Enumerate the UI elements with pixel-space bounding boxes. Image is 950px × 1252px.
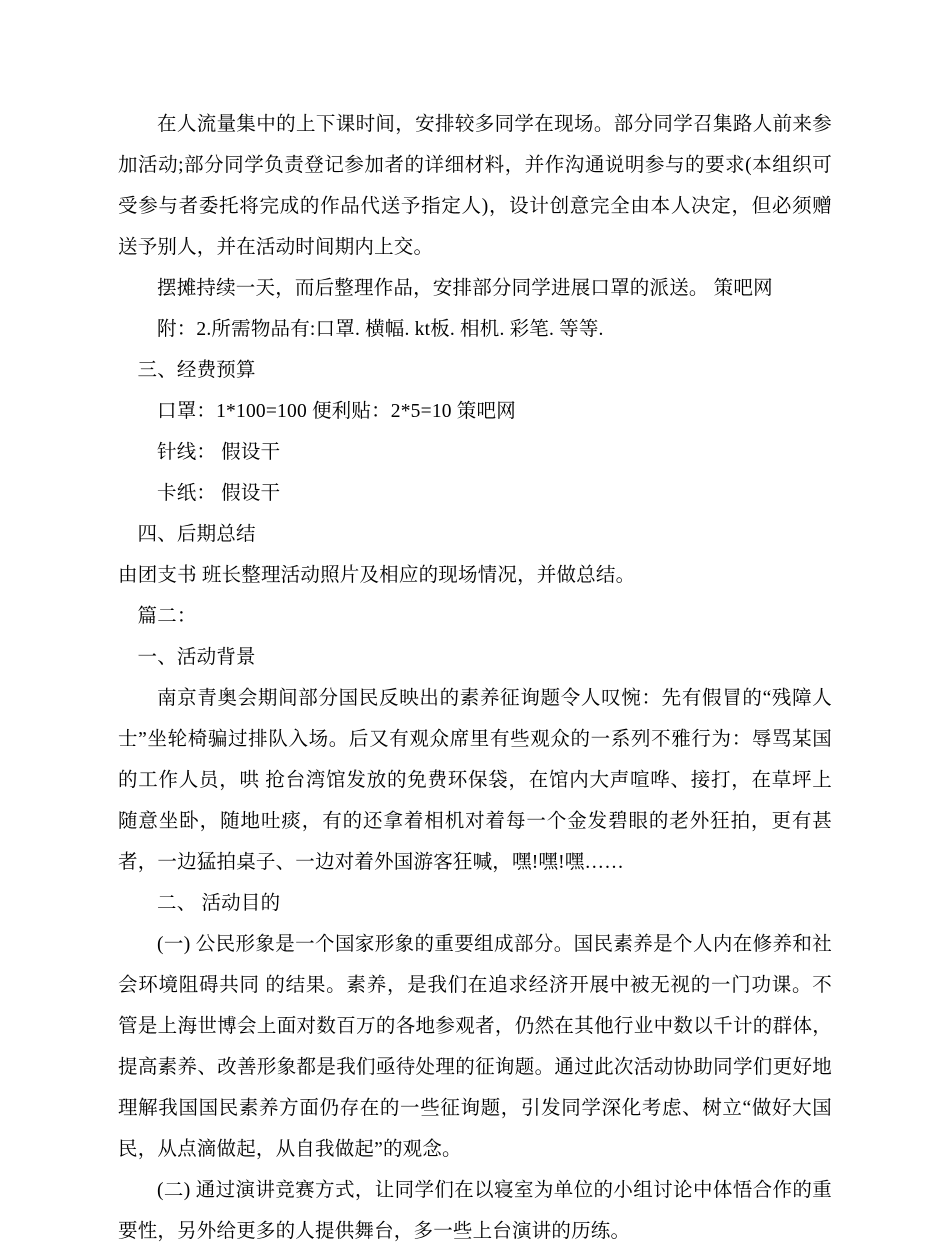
paragraph: 摆摊持续一天，而后整理作品，安排部分同学进展口罩的派送。 策吧网 — [157, 278, 773, 299]
paragraph: 卡纸： 假设干 — [157, 483, 281, 504]
paragraph: 由团支书 班长整理活动照片及相应的现场情况，并做总结。 — [118, 565, 636, 586]
paragraph: (二) 通过演讲竞赛方式，让同学们在以寝室为单位的小组讨论中体悟合作的重要性，另外给更多的人提供舞台，多一些上台演讲的历练。 — [118, 1180, 832, 1242]
paragraph: 附：2.所需物品有:口罩. 横幅. kt板. 相机. 彩笔. 等等. — [157, 319, 604, 340]
document-body — [118, 104, 832, 1252]
paragraph: 口罩：1*100=100 便利贴：2*5=10 策吧网 — [157, 401, 516, 422]
paragraph: 南京青奥会期间部分国民反映出的素养征询题令人叹惋：先有假冒的“残障人士”坐轮椅骗过排队入场。后又有观众席里有些观众的一系列不雅行为：辱骂某国的工作人员，哄 抢台湾馆发放的免费环保袋，在馆内大声喧哗、接打，在草坪上随意坐卧，随地吐痰，有的还拿着相机对着每一个金发碧眼的老外狂拍，更有甚者，一边猛拍桌子、一边对着外国游客狂喊，嘿!嘿!嘿…… — [118, 688, 832, 873]
section-heading-background: 一、活动背景 — [137, 647, 256, 668]
section-heading-part-two: 篇二： — [137, 606, 197, 627]
paragraph: 针线： 假设干 — [157, 442, 281, 463]
section-heading-summary: 四、后期总结 — [137, 524, 256, 545]
paragraph: 在人流量集中的上下课时间，安排较多同学在现场。部分同学召集路人前来参加活动;部分同学负责登记参加者的详细材料，并作沟通说明参与的要求(本组织可受参与者委托将完成的作品代送予指定人)，设计创意完全由本人决定，但必须赠送予别人，并在活动时间期内上交。 — [118, 114, 832, 258]
section-heading-budget: 三、经费预算 — [137, 360, 256, 381]
paragraph: (一) 公民形象是一个国家形象的重要组成部分。国民素养是个人内在修养和社会环境阻碍共同 的结果。素养，是我们在追求经济开展中被无视的一门功课。不管是上海世博会上面对数百万的各地参观者，仍然在其他行业中数以千计的群体，提高素养、改善形象都是我们亟待处理的征询题。通过此次活动协助同学们更好地理解我国国民素养方面仍存在的一些征询题，引发同学深化考虑、树立“做好大国民，从点滴做起，从自我做起”的观念。 — [118, 934, 832, 1160]
section-heading-purpose: 二、 活动目的 — [157, 893, 281, 914]
